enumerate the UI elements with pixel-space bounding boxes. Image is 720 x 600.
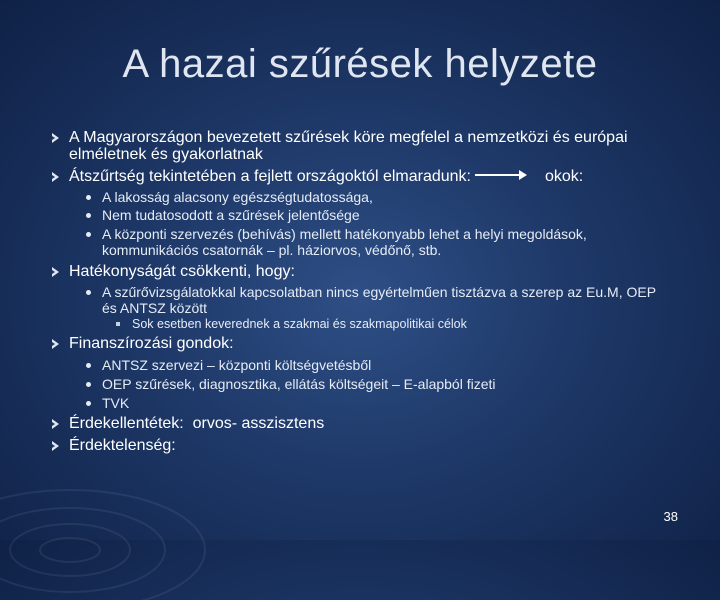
square-bullet-icon: [116, 322, 120, 326]
arrowhead-bullet-icon: [52, 441, 59, 451]
bullet-item: [52, 415, 672, 432]
dot-bullet-icon: [86, 195, 91, 200]
sub-bullet-item: [86, 207, 686, 223]
bullet-item: [52, 335, 672, 352]
right-arrow-icon: [475, 174, 521, 176]
dot-bullet-icon: [86, 382, 91, 387]
sub-bullet-item: [86, 357, 686, 373]
bullet-text: A Magyarországon bevezetett szűrések köre megfelel a nemzetközi és európai elméletnek és gyakorlatnak: [69, 129, 628, 163]
bullet-text: Hatékonyságát csökkenti, hogy:: [69, 263, 295, 280]
sub-sub-bullet-item: [116, 317, 676, 331]
sub-bullet-item: [86, 284, 676, 316]
dot-bullet-icon: [86, 363, 91, 368]
bullet-text: Nem tudatosodott a szűrések jelentősége: [102, 207, 360, 223]
arrowhead-bullet-icon: [52, 419, 59, 429]
dot-bullet-icon: [86, 401, 91, 406]
bullet-text: A szűrővizsgálatokkal kapcsolatban nincs egyértelműen tisztázva a szerep az Eu.M, OEP és ANTSZ között: [102, 284, 656, 316]
bullet-item: [52, 437, 672, 454]
bullet-text-with-arrow: [69, 168, 583, 185]
bullet-text-suffix: okok:: [545, 168, 584, 185]
bullet-text: Érdekellentétek: orvos- asszisztens: [69, 415, 325, 432]
bullet-text: Sok esetben keverednek a szakmai és szakmapolitikai célok: [132, 317, 467, 331]
bullet-text: Finanszírozási gondok:: [69, 335, 234, 352]
sub-bullet-item: [86, 189, 686, 205]
bullet-item: [52, 129, 672, 163]
sub-bullet-item: [86, 395, 686, 411]
bullet-item: [52, 168, 692, 185]
bullet-text: A lakosság alacsony egészségtudatossága,: [102, 189, 373, 205]
dot-bullet-icon: [86, 290, 91, 295]
dot-bullet-icon: [86, 232, 91, 237]
slide-title: A hazai szűrések helyzete: [122, 42, 598, 86]
bullet-text: Átszűrtség tekintetében a fejlett országoktól elmaradunk:: [69, 168, 471, 185]
arrowhead-bullet-icon: [52, 172, 59, 182]
sub-bullet-item: [86, 226, 676, 258]
bullet-text: TVK: [102, 395, 130, 411]
arrowhead-bullet-icon: [52, 339, 59, 349]
dot-bullet-icon: [86, 213, 91, 218]
bullet-text: OEP szűrések, diagnosztika, ellátás költségeit – E-alapból fizeti: [102, 376, 496, 392]
bullet-text: Érdektelenség:: [69, 437, 176, 454]
bullet-text: ANTSZ szervezi – központi költségvetésből: [102, 357, 372, 373]
arrowhead-bullet-icon: [52, 267, 59, 277]
bullet-text: A központi szervezés (behívás) mellett hatékonyabb lehet a helyi megoldások, kommunikációs csatornák – pl. háziorvos, védőnő, stb.: [102, 226, 587, 258]
sub-bullet-item: [86, 376, 686, 392]
page-number: 38: [663, 509, 678, 524]
bullet-item: [52, 263, 672, 280]
arrowhead-bullet-icon: [52, 133, 59, 143]
